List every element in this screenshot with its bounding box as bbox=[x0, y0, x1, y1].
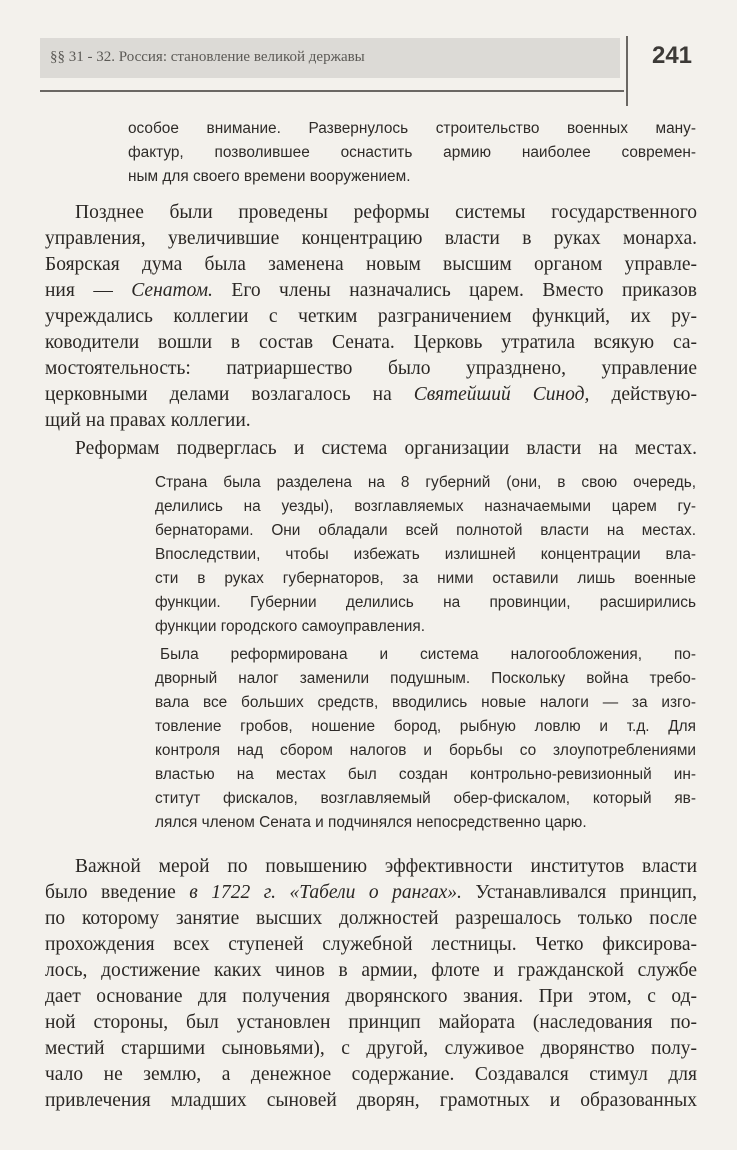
box-p1-line-5: сти в руках губернаторов, за ними оставили лишь военные bbox=[155, 570, 696, 587]
para1-line-4-pre: ния — bbox=[45, 280, 132, 301]
para3-line-4: прохождения всех ступеней служебной лестницы. Четко фиксирова- bbox=[45, 934, 697, 955]
para1-line-7: мостоятельность: патриаршество было упразднено, управление bbox=[45, 358, 697, 379]
box-p1-line-7: функции городского самоуправления. bbox=[155, 618, 426, 635]
para3-line-5: лось, достижение каких чинов в армии, флоте и гражданской службе bbox=[45, 960, 697, 981]
para3-line-3: по которому занятие высших должностей разрешалось только после bbox=[45, 908, 697, 929]
para1-line-5: учреждались коллегии с четким разграничением функций, их ру- bbox=[45, 306, 697, 327]
box-p1-line-2: делились на уезды), возглавляемых назначаемыми царем гу- bbox=[155, 498, 696, 515]
para1-line-8 bbox=[45, 382, 697, 408]
para1-line-4 bbox=[45, 278, 697, 304]
header-rule bbox=[40, 90, 624, 92]
para1-line-6: ководители вошли в состав Сената. Церковь утратила всякую са- bbox=[45, 332, 697, 353]
block1-line-2: фактур, позволившее оснастить армию наиболее современ- bbox=[128, 144, 696, 161]
para3-line-6: дает основание для получения дворянского звания. При этом, с од- bbox=[45, 986, 697, 1007]
term-synod: Святейший Синод, bbox=[413, 384, 590, 405]
para1-line-4-post: Его члены назначались царем. Вместо приказов bbox=[212, 280, 697, 301]
header-divider bbox=[626, 36, 628, 106]
box-p1-line-6: функции. Губернии делились на провинции, расширились bbox=[155, 594, 696, 611]
block1-line-1: особое внимание. Развернулось строительство военных ману- bbox=[128, 120, 696, 137]
para1-line-8-post: действую- bbox=[589, 384, 697, 405]
para3-line-8: местий старшими сыновьями), с другой, служивое дворянство полу- bbox=[45, 1038, 697, 1059]
para1-line-1: Позднее были проведены реформы системы государственного bbox=[75, 202, 697, 223]
running-head: §§ 31 - 32. Россия: становление великой державы bbox=[50, 49, 365, 65]
para3-line-9: чало не землю, а денежное содержание. Создавался стимул для bbox=[45, 1064, 697, 1085]
box-p1-line-3: бернаторами. Они обладали всей полнотой власти на местах. bbox=[155, 522, 696, 539]
box-p1-line-1: Страна была разделена на 8 губерний (они, в свою очередь, bbox=[155, 474, 696, 491]
para3-line-7: ной стороны, был установлен принцип майората (наследования по- bbox=[45, 1012, 697, 1033]
block1-line-3: ным для своего времени вооружением. bbox=[128, 168, 411, 185]
para3-line-2-pre: было введение bbox=[45, 882, 190, 903]
para1-line-3: Боярская дума была заменена новым высшим органом управле- bbox=[45, 254, 697, 275]
box-p2-line-2: дворный налог заменили подушным. Поскольку война требо- bbox=[155, 670, 696, 687]
para3-line-10: привлечения младших сыновей дворян, грамотных и образованных bbox=[45, 1090, 697, 1111]
para2-line-1: Реформам подверглась и система организации власти на местах. bbox=[75, 438, 697, 459]
box-p1-line-4: Впоследствии, чтобы избежать излишней концентрации вла- bbox=[155, 546, 696, 563]
box-p2-line-3: вала все больших средств, вводились новые налоги — за изго- bbox=[155, 694, 696, 711]
term-table-of-ranks: в 1722 г. «Табели о рангах». bbox=[189, 882, 462, 903]
page-number: 241 bbox=[651, 42, 693, 69]
para1-line-2: управления, увеличившие концентрацию власти в руках монарха. bbox=[45, 228, 697, 249]
para1-line-8-pre: церковными делами возлагалось на bbox=[45, 384, 414, 405]
para1-line-9: щий на правах коллегии. bbox=[45, 410, 251, 431]
box-p2-line-8: лялся членом Сената и подчинялся непосредственно царю. bbox=[155, 814, 587, 831]
para3-line-1: Важной мерой по повышению эффективности институтов власти bbox=[75, 856, 697, 877]
term-senate: Сенатом. bbox=[131, 280, 213, 301]
para3-line-2-post: Устанавливался принцип, bbox=[461, 882, 697, 903]
box-p2-line-1: Была реформирована и система налогообложения, по- bbox=[160, 646, 696, 663]
para3-line-2 bbox=[45, 880, 697, 906]
box-p2-line-6: властью на местах был создан контрольно-ревизионный ин- bbox=[155, 766, 696, 783]
box-p2-line-7: ститут фискалов, возглавляемый обер-фискалом, который яв- bbox=[155, 790, 696, 807]
box-p2-line-4: товление гробов, ношение бород, рыбную ловлю и т.д. Для bbox=[155, 718, 696, 735]
box-p2-line-5: контроля над сбором налогов и борьбы со злоупотреблениями bbox=[155, 742, 696, 759]
